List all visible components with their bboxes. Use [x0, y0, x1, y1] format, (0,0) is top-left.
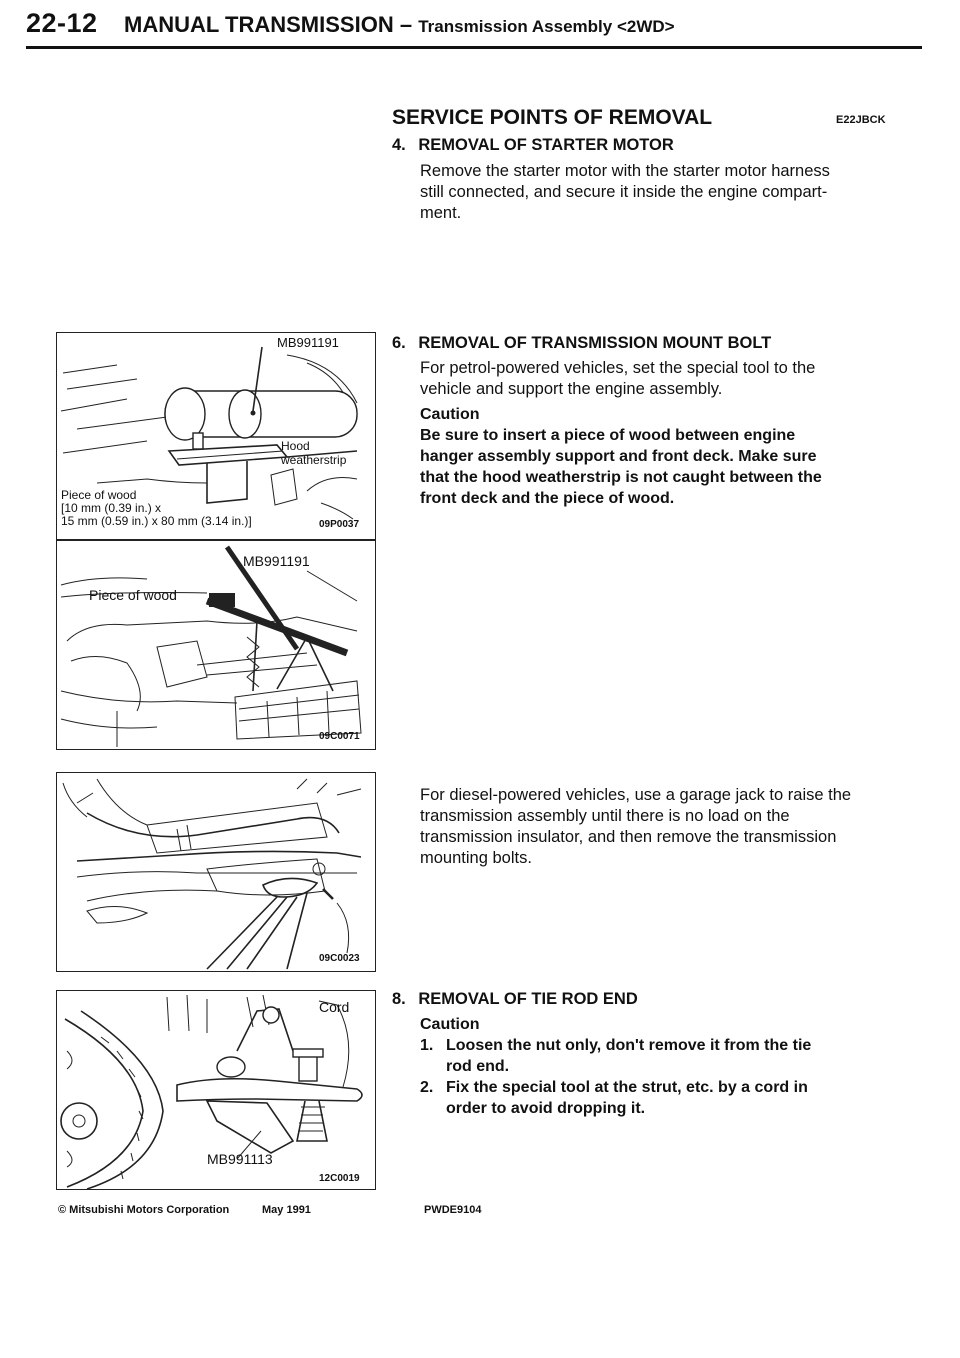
step-8-number: 8.	[392, 990, 406, 1008]
wood-label-line: Piece of wood	[61, 488, 137, 502]
diesel-line: transmission assembly until there is no load on the	[420, 807, 790, 825]
page-number: 22-12	[26, 8, 98, 38]
caution-item-line: Fix the special tool at the strut, etc. by a cord in	[446, 1079, 808, 1096]
caution-item-line: order to avoid dropping it.	[446, 1100, 646, 1117]
step-8-heading	[392, 990, 638, 1009]
wood-label-line: [10 mm (0.39 in.) x	[61, 501, 162, 515]
title-dash: –	[399, 12, 413, 37]
caution-item	[420, 1077, 900, 1119]
wood-label-line: 15 mm (0.59 in.) x 80 mm (3.14 in.)]	[61, 514, 252, 528]
step-4-title: REMOVAL OF STARTER MOTOR	[418, 136, 674, 154]
footer-doc-code: PWDE9104	[424, 1204, 482, 1216]
cord-label: Cord	[319, 999, 350, 1015]
caution-label: Caution	[420, 1016, 480, 1033]
step-6-text	[420, 358, 815, 400]
step-6-title: REMOVAL OF TRANSMISSION MOUNT BOLT	[418, 334, 772, 352]
caution-item-line: Loosen the nut only, don't remove it from the tie	[446, 1037, 812, 1054]
figure-code: 09P0037	[319, 519, 360, 530]
chapter-subtitle: Transmission Assembly <2WD>	[418, 17, 675, 36]
step-8-caution	[420, 1014, 900, 1119]
header-rule	[26, 46, 922, 49]
step-6-number: 6.	[392, 334, 406, 352]
section-code: E22JBCK	[836, 114, 886, 126]
caution-item-number: 2.	[420, 1079, 434, 1096]
step-4-line: still connected, and secure it inside the engine compart-	[420, 183, 828, 201]
wood-label: Piece of wood	[89, 587, 177, 603]
diesel-line: For diesel-powered vehicles, use a garage jack to raise the	[420, 786, 852, 804]
weatherstrip-label: Hood weatherstrip	[281, 439, 347, 467]
tool-label: MB991191	[277, 335, 339, 350]
footer-date: May 1991	[262, 1204, 311, 1216]
step-8-title: REMOVAL OF TIE ROD END	[418, 990, 638, 1008]
step-6-line: vehicle and support the engine assembly.	[420, 380, 723, 398]
page-title	[124, 12, 675, 38]
caution-label: Caution	[420, 406, 480, 423]
figure-code: 09C0071	[319, 731, 360, 742]
caution-item	[420, 1035, 900, 1077]
engine-support-illustration	[57, 541, 375, 749]
step-4-heading	[392, 136, 674, 155]
garage-jack-illustration	[57, 773, 375, 971]
step-4-line: ment.	[420, 204, 462, 222]
figure-hanger-setup	[56, 332, 376, 540]
figure-code: 12C0019	[319, 1173, 360, 1184]
caution-line: Be sure to insert a piece of wood between engine	[420, 427, 796, 444]
caution-line: front deck and the piece of wood.	[420, 490, 675, 507]
diesel-line: mounting bolts.	[420, 849, 532, 867]
caution-line: that the hood weatherstrip is not caught between the	[420, 469, 822, 486]
tool-label: MB991191	[243, 553, 310, 569]
diesel-line: transmission insulator, and then remove the transmission	[420, 828, 837, 846]
figure-code: 09C0023	[319, 953, 360, 964]
section-heading: SERVICE POINTS OF REMOVAL	[392, 106, 713, 129]
step-6-diesel-text	[420, 785, 851, 869]
tool-label: MB991113	[207, 1151, 273, 1167]
step-6-caution	[420, 404, 822, 509]
chapter-title: MANUAL TRANSMISSION	[124, 12, 394, 37]
footer-copyright: © Mitsubishi Motors Corporation	[58, 1204, 230, 1216]
wood-size-label	[61, 489, 252, 528]
step-4-number: 4.	[392, 136, 406, 154]
caution-item-number: 1.	[420, 1037, 434, 1054]
figure-garage-jack	[56, 772, 376, 972]
caution-item-line: rod end.	[446, 1058, 510, 1075]
caution-line: hanger assembly support and front deck. Make sure	[420, 448, 817, 465]
step-4-text	[420, 161, 830, 224]
step-6-heading	[392, 334, 771, 353]
figure-engine-support	[56, 540, 376, 750]
figure-tie-rod-puller	[56, 990, 376, 1190]
step-6-line: For petrol-powered vehicles, set the special tool to the	[420, 359, 816, 377]
step-4-line: Remove the starter motor with the starter motor harness	[420, 162, 830, 180]
